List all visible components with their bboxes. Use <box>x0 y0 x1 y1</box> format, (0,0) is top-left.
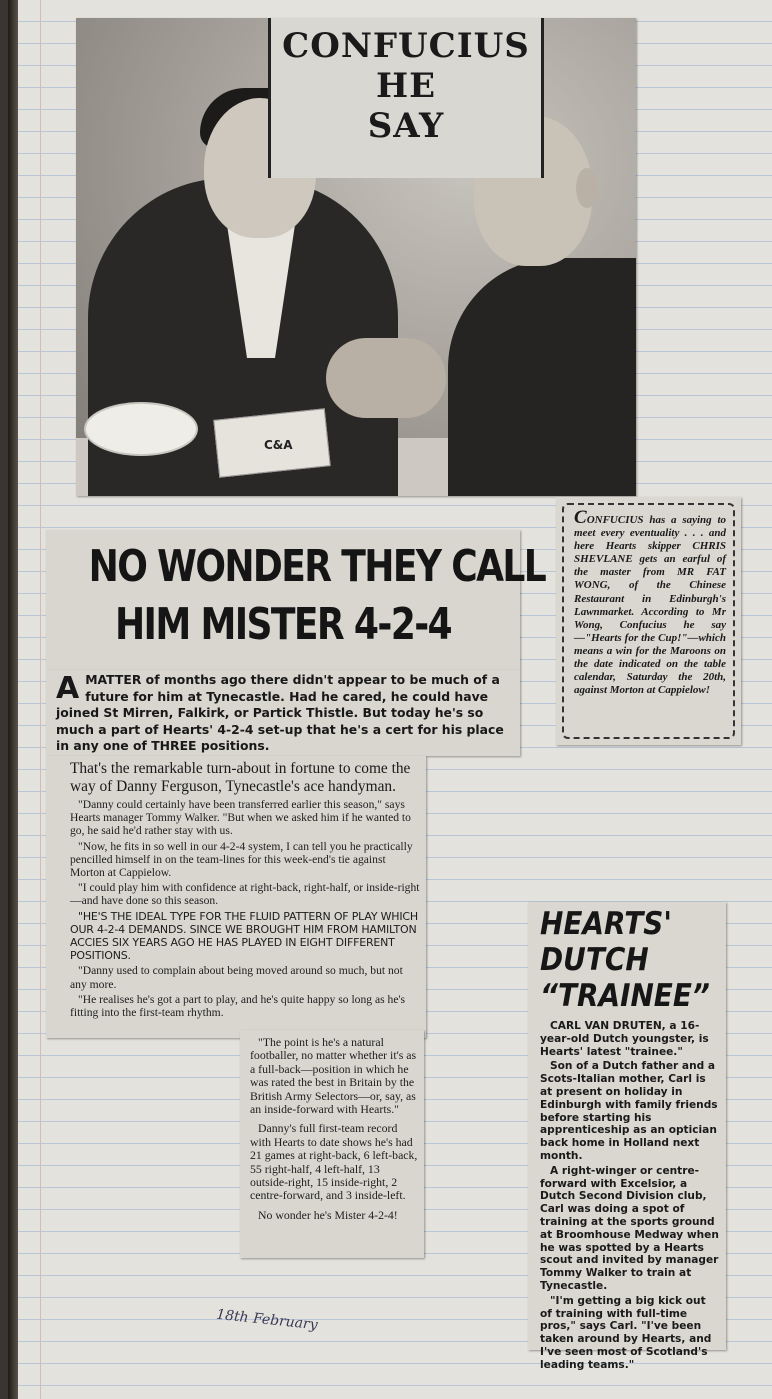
article-paragraph: "The point is he's a natural footballer, no matter whether it's as a full-back—position in which he was rated the best in Britain by the British Army Selectors—or, say, as an inside-forward with Hearts." <box>250 1035 417 1117</box>
photo-hands <box>326 338 446 418</box>
article-body-lower-clipping <box>240 1030 424 1258</box>
intro-clipping <box>46 670 520 756</box>
caption-dropcap: C <box>574 507 587 528</box>
article-paragraph: "Danny could certainly have been transferred earlier this season," says Hearts manager Tommy Walker. "But when we asked him if he wanted to go, he said he'd rather stay with us. <box>70 798 411 838</box>
caption-body: ONFUCIUS has a saying to meet every eventuality . . . and here Hearts skipper CHRIS SHEVLANE gets an earful of the master from MR FAT WONG, of the Chinese Restaurant in Edinburgh's Lawnmarket. According to Mr Wong, Confucius he say—"Hearts for the Cup!"—which means a win for the Maroons on the date indicated on the table calendar, Saturday the 20th, against Morton at Cappielow! <box>574 514 726 697</box>
caption-text <box>574 507 726 697</box>
dutch-article-body <box>540 1020 720 1374</box>
dutch-paragraph: A right-winger or centre-forward with Excelsior, a Dutch Second Division club, Carl was doing a spot of training at the sports ground at Broomhouse Medway when he was spotted by a Hearts scout and invited by manager Tommy Walker to train at Tynecastle. <box>540 1164 719 1292</box>
article-paragraph: No wonder he's Mister 4-2-4! <box>258 1207 398 1222</box>
dutch-headline <box>540 906 710 1014</box>
dutch-trainee-clipping <box>528 902 726 1371</box>
scrapbook-page <box>8 0 772 1399</box>
photo-headline-line: HE <box>375 66 437 106</box>
article-paragraph: "HE'S THE IDEAL TYPE FOR THE FLUID PATTERN OF PLAY WHICH OUR 4-2-4 DEMANDS. SINCE WE BROUGHT HIM FROM HAMILTON ACCIES SIX YEARS AGO HE HAS PLAYED IN EIGHT DIFFERENT POSITIONS. <box>70 909 418 963</box>
article-paragraph: "Danny used to complain about being moved around so much, but not any more. <box>70 964 403 991</box>
article-paragraph: "I could play him with confidence at right-back, right-half, or inside-right—and have done so this season. <box>70 881 420 908</box>
dutch-paragraph: Son of a Dutch father and a Scots-Italian mother, Carl is at present on holiday in Edinburgh with family friends before starting his apprenticeship as an optician back home in Holland next month. <box>540 1060 718 1162</box>
main-headline-clipping <box>46 530 546 670</box>
photo-headline <box>268 18 544 178</box>
photo-card-text: C&A <box>264 438 293 452</box>
photo-headline-line: SAY <box>367 106 445 146</box>
photo-man-right-ear <box>576 168 598 208</box>
main-headline-line: NO WONDER THEY CALL <box>88 541 546 592</box>
margin-line <box>40 0 41 1399</box>
article-paragraph: Danny's full first-team record with Hearts to date shows he's had 21 games at right-back, 6 left-back, 55 right-half, 4 left-half, 13 outside-right, 15 inside-right, 2 centre-forward, and 3 inside-left. <box>250 1121 418 1203</box>
dutch-headline-line: DUTCH <box>540 942 649 978</box>
dutch-headline-line: “TRAINEE” <box>540 978 710 1014</box>
article-body-clipping <box>46 756 426 1038</box>
photo-clipping <box>76 18 636 496</box>
intro-dropcap: A <box>56 671 80 706</box>
handwritten-date: 18th February <box>215 1306 319 1334</box>
photo-headline-line: CONFUCIUS <box>282 26 530 66</box>
photo-plate <box>84 402 198 456</box>
dutch-headline-line: HEARTS' <box>540 906 672 942</box>
caption-clipping <box>556 497 741 745</box>
book-spine <box>8 0 18 1399</box>
article-paragraph: "Now, he fits in so well in our 4-2-4 system, I can tell you he practically pencilled himself in on the team-lines for this week-end's tie against Morton at Cappielow. <box>70 839 413 880</box>
article-lead: That's the remarkable turn-about in fortune to come the way of Danny Ferguson, Tynecastle's ace handyman. <box>70 760 411 795</box>
dutch-paragraph: "I'm getting a big kick out of training with full-time pros," says Carl. "I've been taken around by Hearts, and I've seen most of Scotland's leading teams." <box>540 1294 712 1371</box>
dutch-paragraph: CARL VAN DRUTEN, a 16-year-old Dutch youngster, is Hearts' latest "trainee." <box>540 1020 709 1058</box>
main-headline-line: HIM MISTER 4-2-4 <box>114 599 452 650</box>
intro-text: MATTER of months ago there didn't appear to be much of a future for him at Tynecastle. Had he cared, he could have joined St Mirren, Falkirk, or Partick Thistle. But today he's so much a part of Hearts' 4-2-4 set-up that he's a cert for his place in any one of THREE positions. <box>56 672 504 754</box>
photo-man-right-body <box>448 258 636 496</box>
intro-paragraph <box>46 670 520 755</box>
article-paragraph: "He realises he's got a part to play, and he's quite happy so long as he's fitting into the first-team rhythm. <box>70 992 406 1020</box>
